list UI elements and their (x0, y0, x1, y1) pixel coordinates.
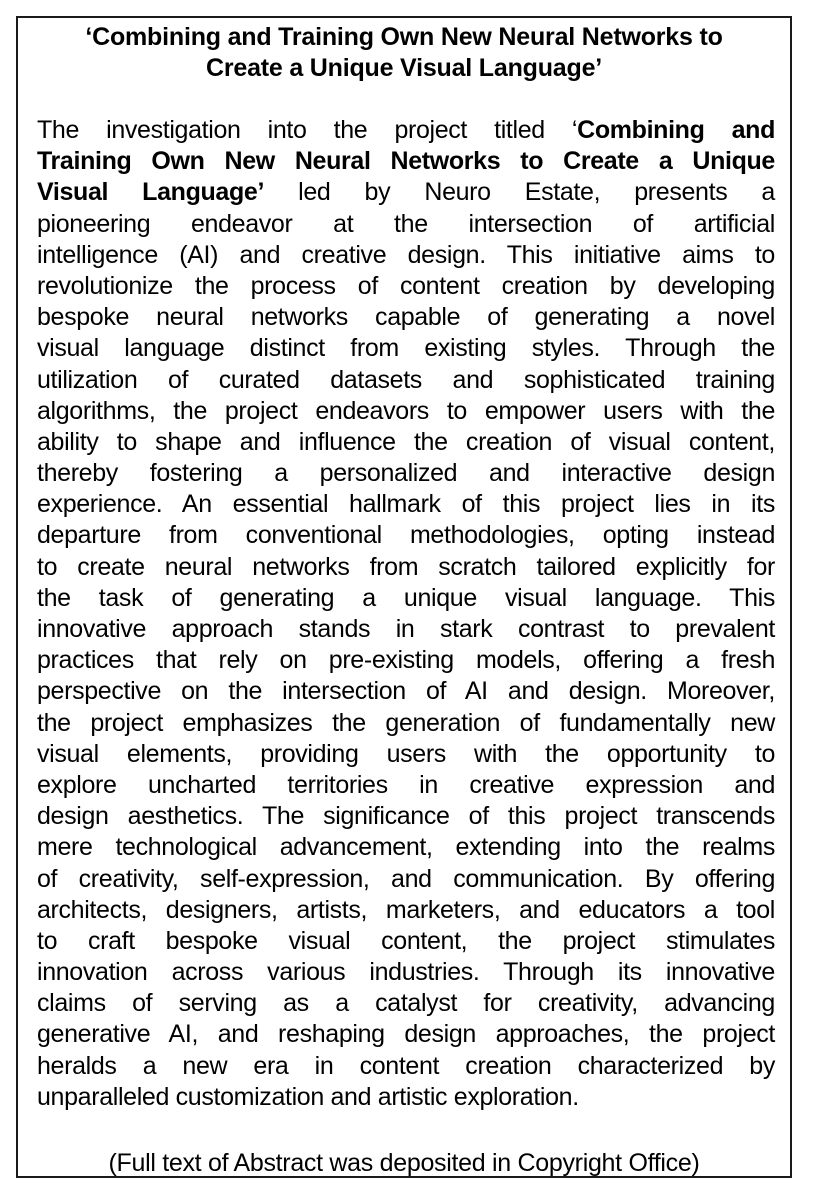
body-text: unparalleled customization and artistic exploration. (37, 1082, 579, 1111)
body-text: intelligence (AI) and creative design. This initiative aims to (37, 240, 775, 269)
body-line (37, 708, 775, 739)
body-line (37, 864, 775, 895)
body-text: thereby fostering a personalized and interactive design (37, 459, 775, 488)
body-text: perspective on the intersection of AI and design. Moreover, (37, 677, 775, 706)
body-text: to create neural networks from scratch tailored explicitly for (37, 552, 775, 581)
body-line (37, 1082, 775, 1113)
body-line (37, 801, 775, 832)
body-text: of creativity, self-expression, and communication. By offering (37, 864, 775, 893)
body-line (37, 583, 775, 614)
body-text: pioneering endeavor at the intersection of artificial (37, 209, 775, 238)
body-line (37, 209, 775, 240)
body-text: the task of generating a unique visual language. This (37, 583, 775, 612)
body-line (37, 1019, 775, 1050)
body-line (37, 146, 775, 177)
body-text: led by Neuro Estate, presents a (264, 178, 775, 207)
body-text: heralds a new era in content creation characterized by (37, 1051, 775, 1080)
body-line (37, 988, 775, 1019)
body-text: design aesthetics. The significance of this project transcends (37, 802, 775, 831)
body-text: innovation across various industries. Through its innovative (37, 958, 775, 987)
body-text: explore uncharted territories in creative expression and (37, 770, 775, 799)
body-line (37, 520, 775, 551)
body-text: the project emphasizes the generation of fundamentally new (37, 708, 775, 737)
body-text: bespoke neural networks capable of generating a novel (37, 303, 775, 332)
abstract-frame (16, 16, 792, 1178)
body-line (37, 271, 775, 302)
body-line (37, 427, 775, 458)
body-text: ability to shape and influence the creation of visual content, (37, 427, 775, 456)
body-line (37, 458, 775, 489)
body-line (37, 614, 775, 645)
abstract-body (37, 115, 775, 1113)
body-text-bold: Combining and (577, 116, 776, 144)
body-text-bold: Training Own New Neural Networks to Create a Unique (37, 147, 775, 176)
body-line (37, 177, 775, 208)
body-text: generative AI, and reshaping design approaches, the project (37, 1020, 775, 1049)
body-line (37, 396, 775, 427)
body-text: architects, designers, artists, marketers, and educators a tool (37, 895, 775, 924)
title-line-2: Create a Unique Visual Language’ (205, 54, 603, 82)
title-line-1: ‘Combining and Training Own New Neural Networks to (85, 23, 723, 51)
body-line (37, 365, 775, 396)
body-text: experience. An essential hallmark of this project lies in its (37, 490, 775, 519)
body-text: to craft bespoke visual content, the project stimulates (37, 926, 775, 955)
body-text: innovative approach stands in stark contrast to prevalent (37, 615, 775, 643)
body-line (37, 1051, 775, 1082)
body-line (37, 832, 775, 863)
body-text: algorithms, the project endeavors to empower users with the (37, 396, 775, 425)
body-text: departure from conventional methodologies, opting instead (37, 521, 775, 550)
body-line (37, 645, 775, 676)
body-text: revolutionize the process of content creation by developing (37, 271, 775, 300)
body-line (37, 926, 775, 957)
body-line (37, 489, 775, 520)
body-line (37, 240, 775, 271)
body-text: practices that rely on pre-existing models, offering a fresh (37, 646, 775, 675)
body-line (37, 676, 775, 707)
footer-note: (Full text of Abstract was deposited in Copyright Office) (108, 1149, 700, 1177)
body-text: visual language distinct from existing styles. Through the (37, 334, 775, 363)
body-text: visual elements, providing users with the opportunity to (37, 739, 775, 768)
body-text-bold: Visual Language’ (37, 178, 265, 207)
body-text: utilization of curated datasets and sophisticated training (37, 365, 775, 394)
body-line (37, 552, 775, 583)
body-line (37, 739, 775, 770)
body-line (37, 333, 775, 364)
body-text: The investigation into the project titled ‘ (37, 116, 578, 144)
body-line (37, 115, 775, 146)
body-line (37, 895, 775, 926)
body-line (37, 957, 775, 988)
body-line (37, 302, 775, 333)
body-line (37, 770, 775, 801)
body-text: claims of serving as a catalyst for creativity, advancing (37, 989, 775, 1018)
body-text: mere technological advancement, extending into the realms (37, 833, 775, 862)
